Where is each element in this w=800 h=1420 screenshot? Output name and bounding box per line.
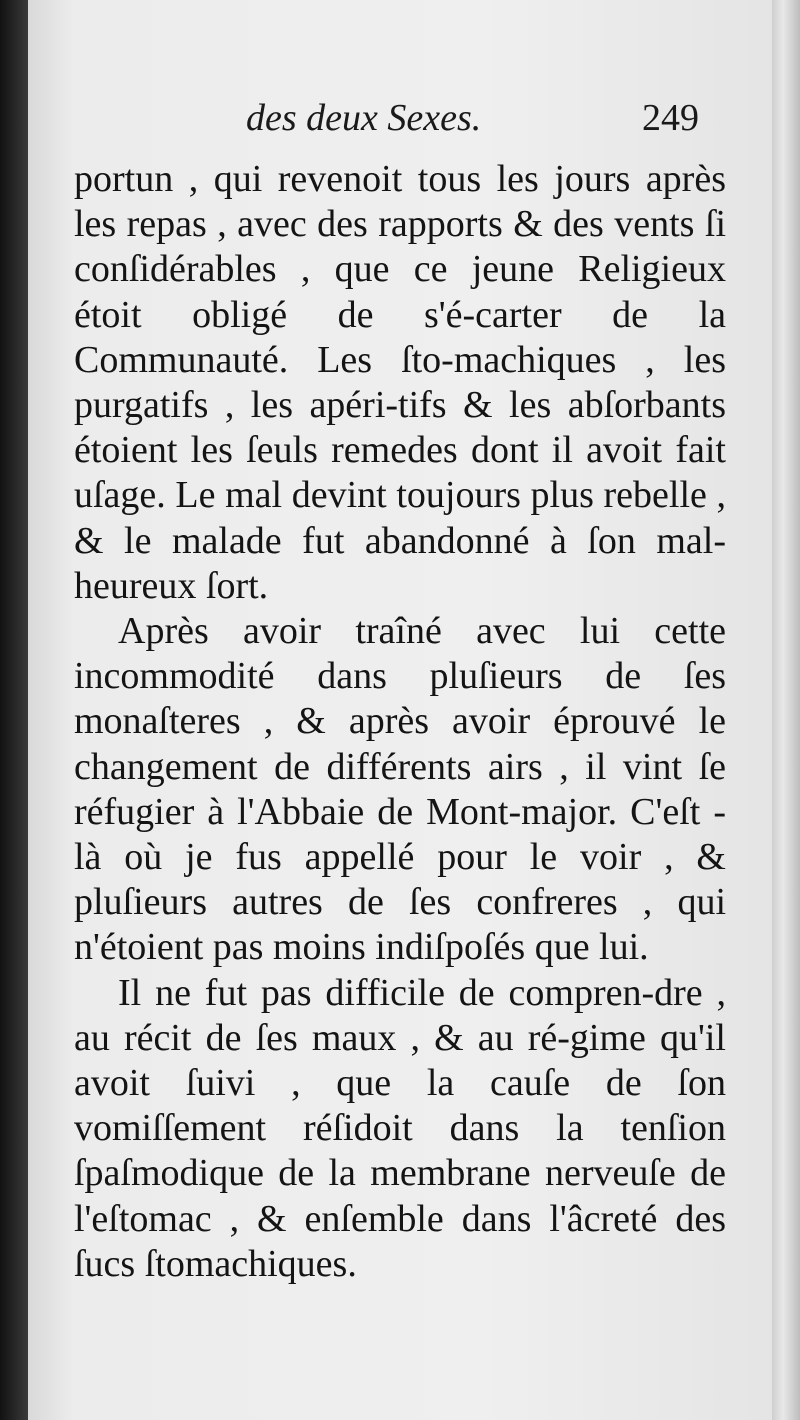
paragraph-2: Après avoir traîné avec lui cette incommodité dans pluſieurs de ſes monaſteres , & après avoir éprouvé le changement de différents airs , il vint ſe réfugier à l'Abbaie de Mont-major. C'eſt - là où je fus appellé pour le voir , & pluſieurs autres de ſes confreres , qui n'étoient pas moins indiſpoſés que lui. [74,610,726,969]
page-edge [772,0,800,1420]
running-head: des deux Sexes. [246,97,482,139]
page-header [28,96,786,156]
body-text [74,157,726,1287]
paragraph-1: portun , qui revenoit tous les jours après les repas , avec des rapports & des vents ſi conſidérables , que ce jeune Religieux étoit obligé de s'é-carter de la Communauté. Les ſto-machiques , les purgatifs , les apéri-tifs & les abſorbants étoient les ſeuls remedes dont il avoit fait uſage. Le mal devint toujours plus rebelle , & le malade fut abandonné à ſon mal-heureux ſort. [74,158,726,607]
paragraph-3: Il ne fut pas difficile de compren-dre , au récit de ſes maux , & au ré-gime qu'il avoit ſuivi , que la cauſe de ſon vomiſſement réſidoit dans la tenſion ſpaſmodique de la membrane nerveuſe de l'eſtomac , & enſemble dans l'âcreté des ſucs ſtomachiques. [74,971,726,1285]
page-gutter-shadow [0,0,28,1420]
page-number: 249 [642,97,699,139]
book-page [28,0,786,1420]
